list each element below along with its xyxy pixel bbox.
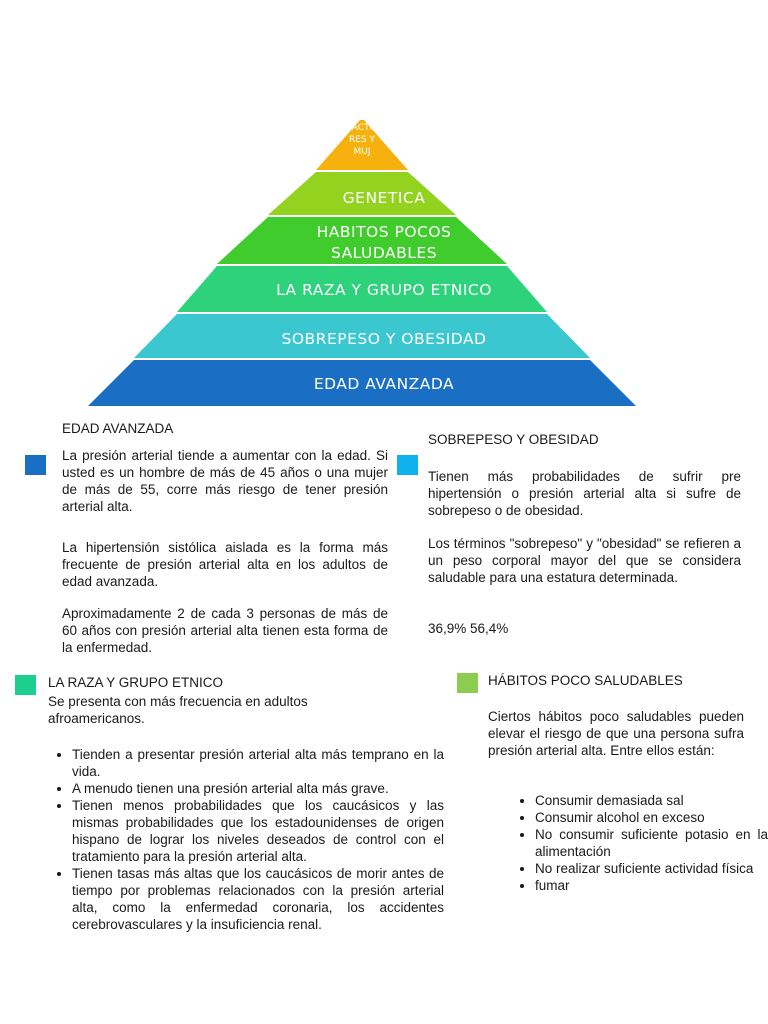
edad-paragraph-3: Aproximadamente 2 de cada 3 personas de más de 60 años con presión arterial alta tienen esta forma de la enfermedad. bbox=[62, 606, 388, 655]
raza-bullet-item: • A menudo tienen una presión arterial alta más grave. bbox=[72, 780, 444, 797]
sobrepeso-stats: 36,9% 56,4% bbox=[428, 621, 509, 636]
risk-factor-pyramid bbox=[0, 0, 768, 410]
habitos-intro: Ciertos hábitos poco saludables pueden elevar el riesgo de que una persona sufra presión arterial alta. Entre ellos están: bbox=[488, 709, 744, 758]
sobrepeso-swatch bbox=[397, 455, 418, 475]
habitos-bullet-item: • No realizar suficiente actividad física bbox=[535, 860, 768, 877]
tier-apex-label: FACTO RES Y MUJ bbox=[347, 123, 377, 157]
edad-paragraph-1: La presión arterial tiende a aumentar con la edad. Si usted es un hombre de más de 45 años o una mujer de más de 55, corre más riesgo de tener presión arterial alta. bbox=[62, 448, 388, 514]
sobrepeso-paragraph-1: Tienen más probabilidades de sufrir pre hipertensión o presión arterial alta si sufre de sobrepeso o de obesidad. bbox=[428, 469, 741, 518]
raza-bullet-item: • Tienen tasas más altas que los caucásicos de morir antes de tiempo por problemas relacionados con la presión arterial alta, como la enfermedad coronaria, los accidentes cerebrovasculares y la insuficiencia renal. bbox=[72, 865, 444, 933]
habitos-bullet-item: • No consumir suficiente potasio en la alimentación bbox=[535, 826, 768, 860]
tier-habitos-label-line1: HABITOS POCOS bbox=[316, 223, 452, 241]
edad-paragraph-2: La hipertensión sistólica aislada es la forma más frecuente de presión arterial alta en los adultos de edad avanzada. bbox=[62, 540, 388, 589]
habitos-bullet-item: • Consumir alcohol en exceso bbox=[535, 809, 768, 826]
habitos-title: HÁBITOS POCO SALUDABLES bbox=[488, 673, 683, 688]
tier-raza-label: LA RAZA Y GRUPO ETNICO bbox=[276, 281, 492, 299]
habitos-bullet-item: • Consumir demasiada sal bbox=[535, 792, 768, 809]
raza-bullet-list bbox=[48, 746, 444, 933]
raza-swatch bbox=[15, 675, 36, 695]
habitos-bullet-item: • fumar bbox=[535, 877, 768, 894]
habitos-swatch bbox=[457, 673, 478, 693]
sobrepeso-paragraph-2: Los términos "sobrepeso" y "obesidad" se refieren a un peso corporal mayor del que se considera saludable para una estatura determinada. bbox=[428, 536, 741, 585]
raza-bullet-item: • Tienen menos probabilidades que los caucásicos y las mismas probabilidades que los estadounidenses de origen hispano de lograr los niveles deseados de control con el tratamiento para la presión arterial alta. bbox=[72, 797, 444, 865]
raza-bullet-item: • Tienden a presentar presión arterial alta más temprano en la vida. bbox=[72, 746, 444, 780]
tier-sobrepeso-label: SOBREPESO Y OBESIDAD bbox=[281, 330, 487, 348]
edad-title: EDAD AVANZADA bbox=[62, 421, 174, 436]
sobrepeso-title: SOBREPESO Y OBESIDAD bbox=[428, 432, 599, 447]
raza-intro: Se presenta con más frecuencia en adultos afroamericanos. bbox=[48, 694, 308, 726]
edad-swatch bbox=[25, 455, 46, 475]
habitos-bullet-list bbox=[511, 792, 768, 894]
tier-habitos-label-line2: SALUDABLES bbox=[330, 244, 438, 262]
raza-title: LA RAZA Y GRUPO ETNICO bbox=[48, 675, 224, 690]
tier-edad-label: EDAD AVANZADA bbox=[313, 375, 455, 393]
tier-genetica-label: GENETICA bbox=[342, 189, 426, 207]
